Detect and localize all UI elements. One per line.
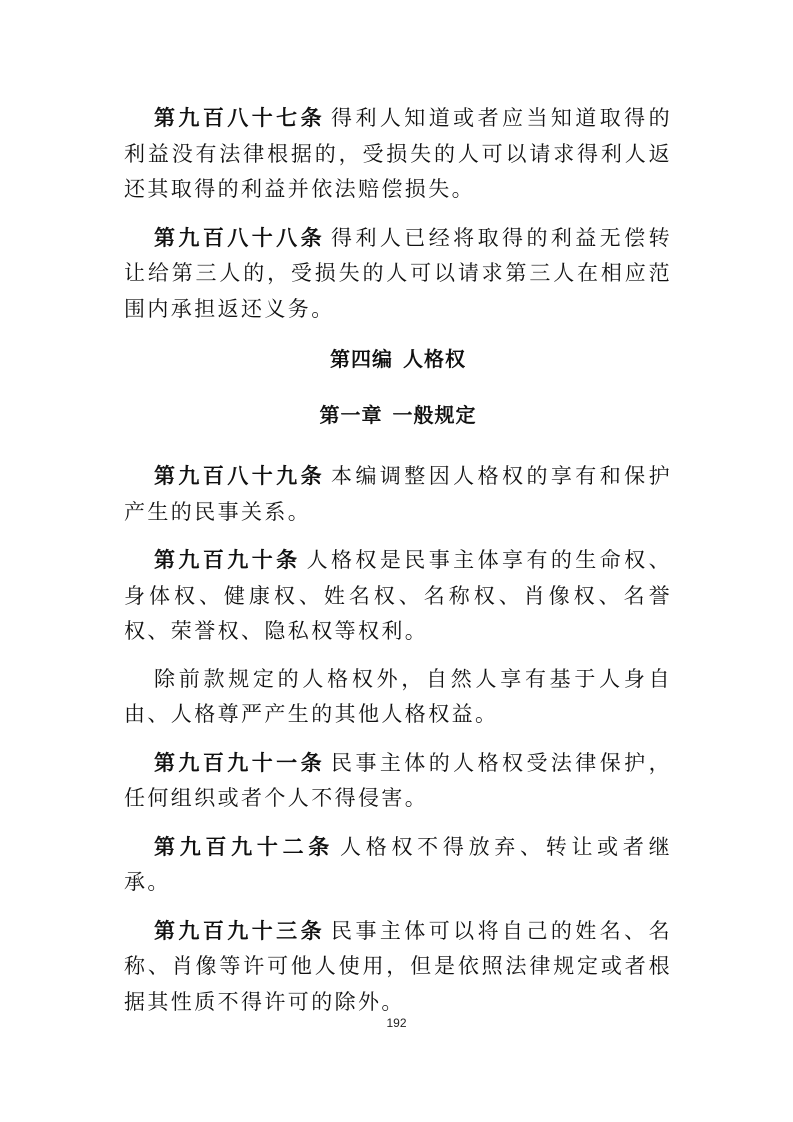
article-number: 第九百八十九条 bbox=[154, 463, 326, 488]
article-text: 得利人知道或者应当知道取得的利益没有法律根据的，受损失的人可以请求得利人返还其取得的利益并依法赔偿损失。 bbox=[124, 106, 672, 201]
article-text: 民事主体的人格权受法律保护，任何组织或者个人不得侵害。 bbox=[124, 750, 672, 810]
article-number: 第九百八十七条 bbox=[154, 105, 326, 130]
chapter-heading bbox=[124, 399, 672, 428]
article-987 bbox=[124, 100, 672, 208]
article-text: 得利人已经将取得的利益无偿转让给第三人的，受损失的人可以请求第三人在相应范围内承担返还义务。 bbox=[124, 225, 672, 321]
article-992 bbox=[124, 829, 672, 901]
article-988 bbox=[124, 220, 672, 328]
article-text: 本编调整因人格权的享有和保护产生的民事关系。 bbox=[124, 464, 672, 524]
article-text: 除前款规定的人格权外，自然人享有基于人身自由、人格尊严产生的其他人格权益。 bbox=[124, 666, 672, 726]
body-text bbox=[124, 100, 672, 1032]
page-number: 192 bbox=[386, 1016, 407, 1030]
article-993 bbox=[124, 913, 672, 1021]
article-number: 第九百九十一条 bbox=[154, 749, 326, 775]
part-heading bbox=[124, 343, 672, 372]
article-number: 第九百九十三条 bbox=[154, 917, 326, 943]
article-text: 民事主体可以将自己的姓名、名称、肖像等许可他人使用，但是依照法律规定或者根据其性质不得许可的除外。 bbox=[124, 918, 672, 1014]
article-number: 第九百九十二条 bbox=[154, 833, 335, 859]
article-number: 第九百九十条 bbox=[154, 547, 301, 572]
article-990-paragraph-2 bbox=[124, 662, 672, 733]
part-label: 第四编 bbox=[330, 347, 393, 371]
article-text: 人格权不得放弃、转让或者继承。 bbox=[124, 834, 672, 894]
article-991 bbox=[124, 745, 672, 817]
chapter-title: 一般规定 bbox=[392, 403, 477, 427]
chapter-label: 第一章 bbox=[319, 403, 383, 427]
article-989 bbox=[124, 458, 672, 530]
article-text: 人格权是民事主体享有的生命权、身体权、健康权、姓名权、名称权、肖像权、名誉权、荣誉权、隐私权等权利。 bbox=[124, 548, 672, 643]
article-number: 第九百八十八条 bbox=[154, 224, 326, 250]
article-990 bbox=[124, 542, 672, 650]
part-title: 人格权 bbox=[403, 347, 466, 371]
